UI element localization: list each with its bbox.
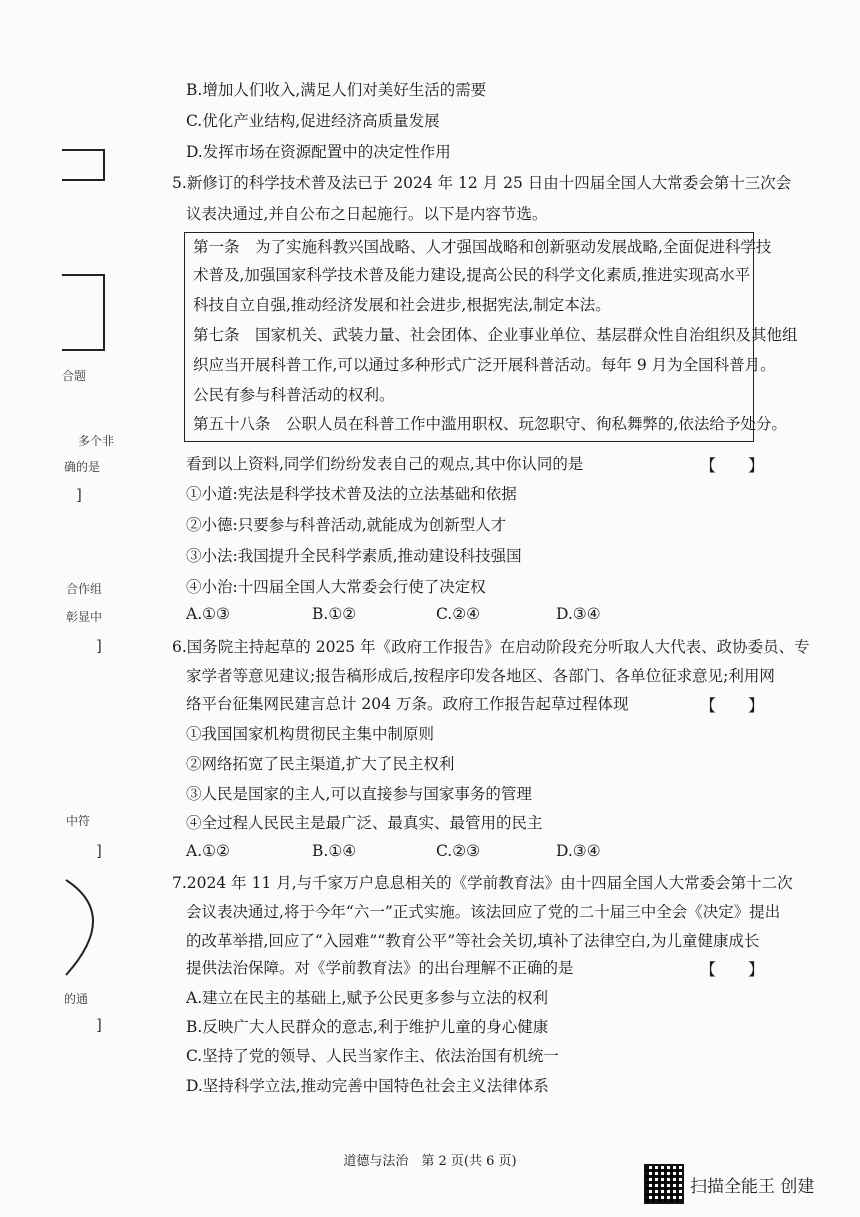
q5-stem: 议表决通过,并自公布之日起施行。以下是内容节选。 [186, 205, 548, 223]
q7-option-d: D.坚持科学立法,推动完善中国特色社会主义法律体系 [186, 1077, 549, 1095]
q6-choice-c: C.②③ [436, 842, 481, 860]
option-c: C.优化产业结构,促进经济高质量发展 [186, 112, 440, 130]
q6-choice-d: D.③④ [556, 842, 601, 860]
excerpt-line: 织应当开展科普工作,可以通过多种形式广泛开展科普活动。每年 9 月为全国科普月。 [193, 356, 776, 374]
excerpt-line: 公民有参与科普活动的权利。 [193, 386, 395, 404]
edge-bracket: ] [96, 842, 102, 860]
answer-bracket: 【 】 [700, 456, 765, 475]
option-b: B.增加人们收入,满足人们对美好生活的需要 [186, 81, 487, 99]
q5-item: ①小道:宪法是科学技术普及法的立法基础和依据 [186, 485, 517, 503]
edge-fragment: 合题 [62, 369, 87, 383]
edge-fragment: 合作组 [66, 582, 103, 596]
answer-bracket: 【 】 [700, 960, 765, 979]
q6-item: ①我国国家机构贯彻民主集中制原则 [186, 725, 435, 743]
excerpt-line: 第一条 为了实施科教兴国战略、人才强国战略和创新驱动发展战略,全面促进科学技 [193, 238, 772, 256]
q5-item: ②小德:只要参与科普活动,就能成为创新型人才 [186, 516, 507, 534]
q6-choice-b: B.①④ [312, 842, 357, 860]
q6-item: ③人民是国家的主人,可以直接参与国家事务的管理 [186, 785, 532, 803]
scanner-watermark: 扫描全能王 创建 [690, 1177, 815, 1197]
q6-item: ④全过程人民民主是最广泛、最真实、最管用的民主 [186, 814, 543, 832]
edge-fragment: 的通 [64, 992, 89, 1006]
excerpt-line: 科技自立自强,推动经济发展和社会进步,根据宪法,制定本法。 [193, 296, 611, 314]
q6-stem: 家学者等意见建议;报告稿形成后,按程序印发各地区、各部门、各单位征求意见;利用网 [186, 667, 775, 685]
option-d: D.发挥市场在资源配置中的决定性作用 [186, 143, 451, 161]
excerpt-line: 术普及,加强国家科学技术普及能力建设,提高公民的科学文化素质,推进实现高水平 [193, 266, 751, 284]
edge-bracket: ] [76, 486, 82, 504]
answer-bracket: 【 】 [700, 696, 765, 715]
edge-bracket: ] [96, 637, 102, 655]
q7-stem: 的改革举措,回应了“入园难”“教育公平”等社会关切,填补了法律空白,为儿童健康成长 [186, 932, 760, 950]
margin-bracket-1 [62, 150, 104, 180]
q6-stem: 6.国务院主持起草的 2025 年《政府工作报告》在启动阶段充分听取人大代表、政协委员、专 [172, 638, 810, 656]
q6-stem: 络平台征集网民建言总计 204 万条。政府工作报告起草过程体现 [186, 695, 629, 713]
edge-fragment: 多个非 [78, 434, 115, 448]
q5-excerpt-box [184, 232, 798, 442]
q5-item: ③小法:我国提升全民科学素质,推动建设科技强国 [186, 547, 522, 565]
q5-stem: 5.新修订的科学技术普及法已于 2024 年 12 月 25 日由十四届全国人大常委会第十三次会 [172, 174, 792, 192]
edge-fragment: 彰显中 [66, 610, 103, 624]
q7-option-c: C.坚持了党的领导、人民当家作主、依法治国有机统一 [186, 1047, 559, 1065]
q5-question: 看到以上资料,同学们纷纷发表自己的观点,其中你认同的是 [186, 455, 584, 473]
q7-stem: 7.2024 年 11 月,与千家万户息息相关的《学前教育法》由十四届全国人大常委会第十二次 [172, 874, 793, 892]
q5-choice-a: A.①③ [186, 605, 230, 623]
margin-arc [66, 880, 93, 975]
excerpt-line: 第五十八条 公职人员在科普工作中滥用职权、玩忽职守、徇私舞弊的,依法给予处分。 [193, 415, 787, 433]
margin-marks [0, 0, 130, 1217]
edge-bracket: ] [96, 1016, 102, 1034]
q5-choice-d: D.③④ [556, 605, 601, 623]
q7-stem: 提供法治保障。对《学前教育法》的出台理解不正确的是 [186, 959, 574, 977]
q7-stem: 会议表决通过,将于今年“六一”正式实施。该法回应了党的二十届三中全会《决定》提出 [186, 903, 781, 921]
q6-choice-a: A.①② [186, 842, 230, 860]
edge-fragment: 中符 [66, 814, 91, 828]
margin-bracket-2 [62, 275, 104, 350]
page-footer: 道德与法治 第 2 页(共 6 页) [343, 1154, 517, 1169]
q5-item: ④小治:十四届全国人大常委会行使了决定权 [186, 578, 486, 596]
q5-choice-c: C.②④ [436, 605, 481, 623]
qr-code-icon [644, 1164, 684, 1204]
excerpt-line: 第七条 国家机关、武装力量、社会团体、企业事业单位、基层群众性自治组织及其他组 [193, 326, 798, 344]
q7-option-b: B.反映广大人民群众的意志,利于维护儿童的身心健康 [186, 1018, 549, 1036]
edge-fragment: 确的是 [64, 460, 101, 474]
q6-item: ②网络拓宽了民主渠道,扩大了民主权利 [186, 755, 455, 773]
q5-choice-b: B.①② [312, 605, 357, 623]
q7-option-a: A.建立在民主的基础上,赋予公民更多参与立法的权利 [186, 989, 549, 1007]
